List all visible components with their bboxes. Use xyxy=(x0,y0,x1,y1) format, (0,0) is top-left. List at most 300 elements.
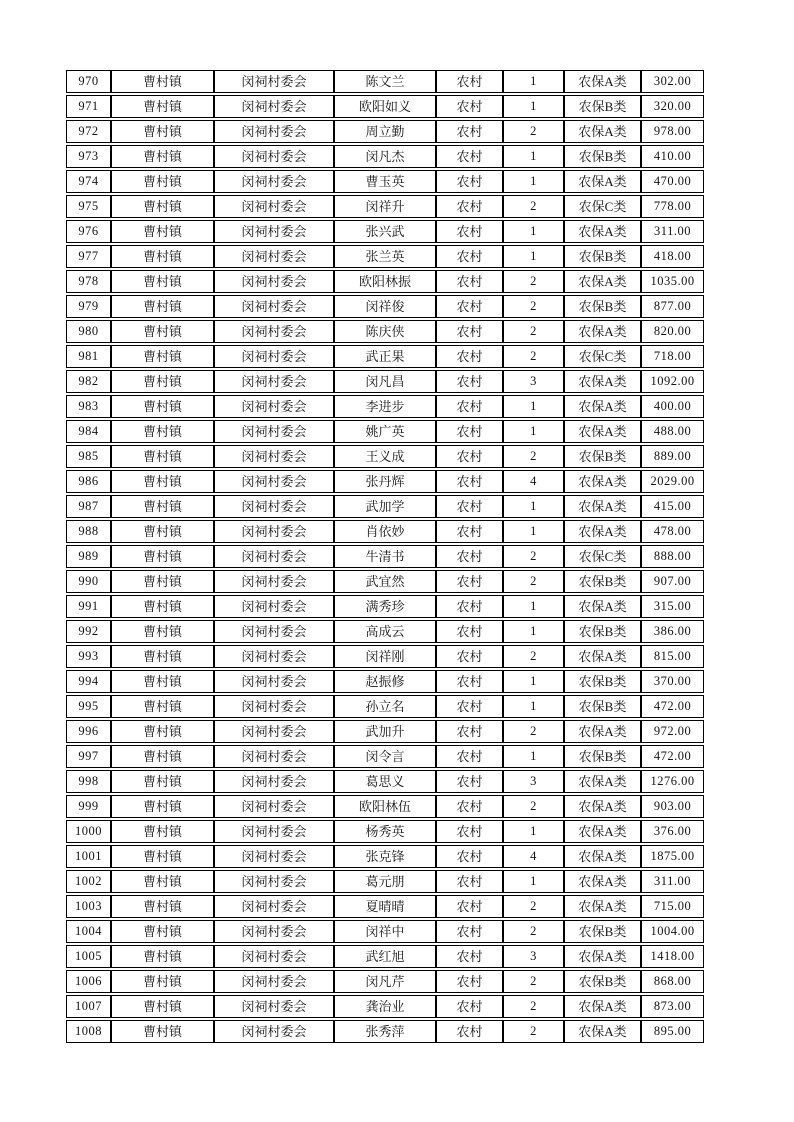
residence-type-cell: 农村 xyxy=(436,70,503,93)
town-cell: 曹村镇 xyxy=(111,370,214,393)
person-count-cell: 1 xyxy=(503,820,564,843)
row-number-cell: 1008 xyxy=(66,1020,111,1043)
person-name-cell: 肖依妙 xyxy=(334,520,436,543)
person-name-cell: 武加学 xyxy=(334,495,436,518)
table-row xyxy=(66,420,704,443)
person-count-cell: 3 xyxy=(503,370,564,393)
row-number-cell: 992 xyxy=(66,620,111,643)
person-count-cell: 4 xyxy=(503,845,564,868)
person-name-cell: 闵祥中 xyxy=(334,920,436,943)
insurance-category-cell: 农保B类 xyxy=(564,670,641,693)
amount-cell: 311.00 xyxy=(641,870,704,893)
amount-cell: 320.00 xyxy=(641,95,704,118)
row-number-cell: 1005 xyxy=(66,945,111,968)
person-count-cell: 1 xyxy=(503,695,564,718)
village-committee-cell: 闵祠村委会 xyxy=(214,970,334,993)
village-committee-cell: 闵祠村委会 xyxy=(214,645,334,668)
amount-cell: 311.00 xyxy=(641,220,704,243)
insurance-category-cell: 农保A类 xyxy=(564,170,641,193)
person-name-cell: 陈庆侠 xyxy=(334,320,436,343)
row-number-cell: 981 xyxy=(66,345,111,368)
town-cell: 曹村镇 xyxy=(111,420,214,443)
row-number-cell: 978 xyxy=(66,270,111,293)
insurance-category-cell: 农保A类 xyxy=(564,1020,641,1043)
person-count-cell: 2 xyxy=(503,295,564,318)
table-row xyxy=(66,845,704,868)
village-committee-cell: 闵祠村委会 xyxy=(214,495,334,518)
person-name-cell: 杨秀英 xyxy=(334,820,436,843)
insurance-category-cell: 农保B类 xyxy=(564,295,641,318)
insurance-category-cell: 农保A类 xyxy=(564,420,641,443)
row-number-cell: 993 xyxy=(66,645,111,668)
amount-cell: 386.00 xyxy=(641,620,704,643)
person-count-cell: 2 xyxy=(503,320,564,343)
table-row xyxy=(66,995,704,1018)
residence-type-cell: 农村 xyxy=(436,270,503,293)
person-name-cell: 葛思义 xyxy=(334,770,436,793)
person-count-cell: 1 xyxy=(503,745,564,768)
insurance-category-cell: 农保A类 xyxy=(564,220,641,243)
table-row xyxy=(66,945,704,968)
amount-cell: 873.00 xyxy=(641,995,704,1018)
residence-type-cell: 农村 xyxy=(436,445,503,468)
town-cell: 曹村镇 xyxy=(111,470,214,493)
residence-type-cell: 农村 xyxy=(436,145,503,168)
amount-cell: 415.00 xyxy=(641,495,704,518)
residence-type-cell: 农村 xyxy=(436,395,503,418)
town-cell: 曹村镇 xyxy=(111,245,214,268)
person-name-cell: 李进步 xyxy=(334,395,436,418)
town-cell: 曹村镇 xyxy=(111,620,214,643)
insurance-category-cell: 农保A类 xyxy=(564,995,641,1018)
residence-type-cell: 农村 xyxy=(436,370,503,393)
row-number-cell: 1001 xyxy=(66,845,111,868)
residence-type-cell: 农村 xyxy=(436,295,503,318)
table-row xyxy=(66,795,704,818)
residence-type-cell: 农村 xyxy=(436,170,503,193)
amount-cell: 718.00 xyxy=(641,345,704,368)
town-cell: 曹村镇 xyxy=(111,170,214,193)
residence-type-cell: 农村 xyxy=(436,220,503,243)
row-number-cell: 982 xyxy=(66,370,111,393)
town-cell: 曹村镇 xyxy=(111,820,214,843)
residence-type-cell: 农村 xyxy=(436,320,503,343)
village-committee-cell: 闵祠村委会 xyxy=(214,445,334,468)
person-count-cell: 2 xyxy=(503,195,564,218)
table-row xyxy=(66,320,704,343)
residence-type-cell: 农村 xyxy=(436,645,503,668)
person-count-cell: 2 xyxy=(503,120,564,143)
residence-type-cell: 农村 xyxy=(436,820,503,843)
person-count-cell: 2 xyxy=(503,570,564,593)
insurance-category-cell: 农保A类 xyxy=(564,770,641,793)
insurance-category-cell: 农保C类 xyxy=(564,545,641,568)
table-row xyxy=(66,270,704,293)
residence-type-cell: 农村 xyxy=(436,570,503,593)
insurance-category-cell: 农保A类 xyxy=(564,845,641,868)
row-number-cell: 1000 xyxy=(66,820,111,843)
person-name-cell: 孙立名 xyxy=(334,695,436,718)
insurance-category-cell: 农保B类 xyxy=(564,145,641,168)
person-name-cell: 武宜然 xyxy=(334,570,436,593)
village-committee-cell: 闵祠村委会 xyxy=(214,195,334,218)
row-number-cell: 976 xyxy=(66,220,111,243)
person-count-cell: 2 xyxy=(503,345,564,368)
village-committee-cell: 闵祠村委会 xyxy=(214,845,334,868)
person-name-cell: 王义成 xyxy=(334,445,436,468)
row-number-cell: 1002 xyxy=(66,870,111,893)
row-number-cell: 997 xyxy=(66,745,111,768)
person-name-cell: 张丹辉 xyxy=(334,470,436,493)
row-number-cell: 974 xyxy=(66,170,111,193)
table-row xyxy=(66,95,704,118)
table-row xyxy=(66,170,704,193)
insurance-category-cell: 农保A类 xyxy=(564,645,641,668)
village-committee-cell: 闵祠村委会 xyxy=(214,770,334,793)
town-cell: 曹村镇 xyxy=(111,95,214,118)
table-row xyxy=(66,570,704,593)
table-row xyxy=(66,770,704,793)
town-cell: 曹村镇 xyxy=(111,220,214,243)
insurance-category-cell: 农保B类 xyxy=(564,920,641,943)
residence-type-cell: 农村 xyxy=(436,995,503,1018)
town-cell: 曹村镇 xyxy=(111,695,214,718)
town-cell: 曹村镇 xyxy=(111,745,214,768)
insurance-category-cell: 农保B类 xyxy=(564,245,641,268)
person-name-cell: 欧阳林伍 xyxy=(334,795,436,818)
row-number-cell: 999 xyxy=(66,795,111,818)
amount-cell: 472.00 xyxy=(641,695,704,718)
amount-cell: 715.00 xyxy=(641,895,704,918)
row-number-cell: 994 xyxy=(66,670,111,693)
row-number-cell: 988 xyxy=(66,520,111,543)
village-committee-cell: 闵祠村委会 xyxy=(214,920,334,943)
village-committee-cell: 闵祠村委会 xyxy=(214,545,334,568)
insurance-category-cell: 农保B类 xyxy=(564,570,641,593)
village-committee-cell: 闵祠村委会 xyxy=(214,595,334,618)
insurance-category-cell: 农保B类 xyxy=(564,970,641,993)
village-committee-cell: 闵祠村委会 xyxy=(214,170,334,193)
table-row xyxy=(66,545,704,568)
table-row xyxy=(66,220,704,243)
residence-type-cell: 农村 xyxy=(436,670,503,693)
amount-cell: 888.00 xyxy=(641,545,704,568)
table-row xyxy=(66,70,704,93)
residence-type-cell: 农村 xyxy=(436,970,503,993)
person-count-cell: 1 xyxy=(503,395,564,418)
person-name-cell: 葛元朋 xyxy=(334,870,436,893)
town-cell: 曹村镇 xyxy=(111,720,214,743)
person-count-cell: 1 xyxy=(503,95,564,118)
person-name-cell: 武正果 xyxy=(334,345,436,368)
amount-cell: 302.00 xyxy=(641,70,704,93)
person-count-cell: 1 xyxy=(503,420,564,443)
village-committee-cell: 闵祠村委会 xyxy=(214,245,334,268)
person-name-cell: 姚广英 xyxy=(334,420,436,443)
village-committee-cell: 闵祠村委会 xyxy=(214,470,334,493)
village-committee-cell: 闵祠村委会 xyxy=(214,820,334,843)
table-row xyxy=(66,345,704,368)
person-name-cell: 张兴武 xyxy=(334,220,436,243)
village-committee-cell: 闵祠村委会 xyxy=(214,395,334,418)
village-committee-cell: 闵祠村委会 xyxy=(214,520,334,543)
amount-cell: 400.00 xyxy=(641,395,704,418)
village-committee-cell: 闵祠村委会 xyxy=(214,420,334,443)
amount-cell: 877.00 xyxy=(641,295,704,318)
village-committee-cell: 闵祠村委会 xyxy=(214,70,334,93)
row-number-cell: 1004 xyxy=(66,920,111,943)
town-cell: 曹村镇 xyxy=(111,845,214,868)
table-row xyxy=(66,495,704,518)
residence-type-cell: 农村 xyxy=(436,745,503,768)
table-row xyxy=(66,745,704,768)
village-committee-cell: 闵祠村委会 xyxy=(214,670,334,693)
table-row xyxy=(66,595,704,618)
row-number-cell: 971 xyxy=(66,95,111,118)
person-count-cell: 2 xyxy=(503,270,564,293)
residence-type-cell: 农村 xyxy=(436,545,503,568)
amount-cell: 470.00 xyxy=(641,170,704,193)
insurance-category-cell: 农保B类 xyxy=(564,95,641,118)
amount-cell: 370.00 xyxy=(641,670,704,693)
person-name-cell: 欧阳林振 xyxy=(334,270,436,293)
row-number-cell: 990 xyxy=(66,570,111,593)
person-count-cell: 3 xyxy=(503,770,564,793)
table-row xyxy=(66,970,704,993)
table-body xyxy=(66,70,704,1043)
person-count-cell: 2 xyxy=(503,920,564,943)
row-number-cell: 973 xyxy=(66,145,111,168)
amount-cell: 488.00 xyxy=(641,420,704,443)
table-row xyxy=(66,645,704,668)
residence-type-cell: 农村 xyxy=(436,695,503,718)
town-cell: 曹村镇 xyxy=(111,70,214,93)
village-committee-cell: 闵祠村委会 xyxy=(214,720,334,743)
person-count-cell: 1 xyxy=(503,670,564,693)
person-name-cell: 闵凡杰 xyxy=(334,145,436,168)
town-cell: 曹村镇 xyxy=(111,145,214,168)
person-count-cell: 2 xyxy=(503,895,564,918)
person-name-cell: 夏晴晴 xyxy=(334,895,436,918)
person-count-cell: 2 xyxy=(503,795,564,818)
residence-type-cell: 农村 xyxy=(436,720,503,743)
insurance-category-cell: 农保A类 xyxy=(564,120,641,143)
town-cell: 曹村镇 xyxy=(111,645,214,668)
insurance-category-cell: 农保B类 xyxy=(564,445,641,468)
insurance-category-cell: 农保C类 xyxy=(564,345,641,368)
row-number-cell: 1006 xyxy=(66,970,111,993)
table-row xyxy=(66,870,704,893)
person-name-cell: 闵凡芹 xyxy=(334,970,436,993)
amount-cell: 903.00 xyxy=(641,795,704,818)
town-cell: 曹村镇 xyxy=(111,570,214,593)
row-number-cell: 989 xyxy=(66,545,111,568)
amount-cell: 978.00 xyxy=(641,120,704,143)
row-number-cell: 995 xyxy=(66,695,111,718)
amount-cell: 1004.00 xyxy=(641,920,704,943)
person-count-cell: 1 xyxy=(503,620,564,643)
person-name-cell: 欧阳如义 xyxy=(334,95,436,118)
person-count-cell: 1 xyxy=(503,145,564,168)
residence-type-cell: 农村 xyxy=(436,795,503,818)
person-name-cell: 闵祥升 xyxy=(334,195,436,218)
person-name-cell: 张兰英 xyxy=(334,245,436,268)
insurance-category-cell: 农保A类 xyxy=(564,820,641,843)
residence-type-cell: 农村 xyxy=(436,620,503,643)
table-row xyxy=(66,820,704,843)
amount-cell: 895.00 xyxy=(641,1020,704,1043)
residence-type-cell: 农村 xyxy=(436,195,503,218)
residence-type-cell: 农村 xyxy=(436,120,503,143)
residence-type-cell: 农村 xyxy=(436,1020,503,1043)
residence-type-cell: 农村 xyxy=(436,870,503,893)
amount-cell: 418.00 xyxy=(641,245,704,268)
table-row xyxy=(66,195,704,218)
table-row xyxy=(66,720,704,743)
village-committee-cell: 闵祠村委会 xyxy=(214,870,334,893)
residence-type-cell: 农村 xyxy=(436,945,503,968)
town-cell: 曹村镇 xyxy=(111,345,214,368)
person-name-cell: 周立勤 xyxy=(334,120,436,143)
amount-cell: 1875.00 xyxy=(641,845,704,868)
amount-cell: 2029.00 xyxy=(641,470,704,493)
village-committee-cell: 闵祠村委会 xyxy=(214,620,334,643)
insurance-category-cell: 农保A类 xyxy=(564,470,641,493)
insurance-category-cell: 农保A类 xyxy=(564,320,641,343)
person-name-cell: 闵凡昌 xyxy=(334,370,436,393)
village-committee-cell: 闵祠村委会 xyxy=(214,320,334,343)
insurance-category-cell: 农保A类 xyxy=(564,595,641,618)
insurance-category-cell: 农保A类 xyxy=(564,895,641,918)
amount-cell: 1276.00 xyxy=(641,770,704,793)
person-count-cell: 2 xyxy=(503,545,564,568)
table-row xyxy=(66,370,704,393)
residence-type-cell: 农村 xyxy=(436,95,503,118)
person-name-cell: 高成云 xyxy=(334,620,436,643)
town-cell: 曹村镇 xyxy=(111,195,214,218)
amount-cell: 410.00 xyxy=(641,145,704,168)
amount-cell: 315.00 xyxy=(641,595,704,618)
town-cell: 曹村镇 xyxy=(111,995,214,1018)
person-count-cell: 3 xyxy=(503,945,564,968)
residence-type-cell: 农村 xyxy=(436,595,503,618)
row-number-cell: 985 xyxy=(66,445,111,468)
table-row xyxy=(66,520,704,543)
village-committee-cell: 闵祠村委会 xyxy=(214,745,334,768)
amount-cell: 972.00 xyxy=(641,720,704,743)
person-name-cell: 张秀萍 xyxy=(334,1020,436,1043)
table-row xyxy=(66,120,704,143)
row-number-cell: 979 xyxy=(66,295,111,318)
town-cell: 曹村镇 xyxy=(111,295,214,318)
person-name-cell: 武加升 xyxy=(334,720,436,743)
person-name-cell: 张克锋 xyxy=(334,845,436,868)
insurance-category-cell: 农保A类 xyxy=(564,270,641,293)
town-cell: 曹村镇 xyxy=(111,595,214,618)
person-name-cell: 陈文兰 xyxy=(334,70,436,93)
person-count-cell: 1 xyxy=(503,495,564,518)
row-number-cell: 987 xyxy=(66,495,111,518)
amount-cell: 889.00 xyxy=(641,445,704,468)
table-row xyxy=(66,920,704,943)
insurance-category-cell: 农保A类 xyxy=(564,720,641,743)
residence-type-cell: 农村 xyxy=(436,470,503,493)
insurance-category-cell: 农保B类 xyxy=(564,620,641,643)
residence-type-cell: 农村 xyxy=(436,520,503,543)
village-committee-cell: 闵祠村委会 xyxy=(214,95,334,118)
amount-cell: 907.00 xyxy=(641,570,704,593)
person-count-cell: 1 xyxy=(503,595,564,618)
table-row xyxy=(66,445,704,468)
village-committee-cell: 闵祠村委会 xyxy=(214,570,334,593)
insurance-category-cell: 农保B类 xyxy=(564,745,641,768)
village-committee-cell: 闵祠村委会 xyxy=(214,945,334,968)
town-cell: 曹村镇 xyxy=(111,895,214,918)
residence-type-cell: 农村 xyxy=(436,420,503,443)
person-name-cell: 武红旭 xyxy=(334,945,436,968)
person-count-cell: 1 xyxy=(503,70,564,93)
insurance-category-cell: 农保A类 xyxy=(564,70,641,93)
table-row xyxy=(66,245,704,268)
person-name-cell: 满秀珍 xyxy=(334,595,436,618)
person-count-cell: 1 xyxy=(503,870,564,893)
table-row xyxy=(66,895,704,918)
town-cell: 曹村镇 xyxy=(111,945,214,968)
row-number-cell: 975 xyxy=(66,195,111,218)
village-committee-cell: 闵祠村委会 xyxy=(214,270,334,293)
row-number-cell: 996 xyxy=(66,720,111,743)
row-number-cell: 972 xyxy=(66,120,111,143)
row-number-cell: 986 xyxy=(66,470,111,493)
amount-cell: 1092.00 xyxy=(641,370,704,393)
person-count-cell: 1 xyxy=(503,170,564,193)
person-count-cell: 1 xyxy=(503,520,564,543)
town-cell: 曹村镇 xyxy=(111,445,214,468)
row-number-cell: 1003 xyxy=(66,895,111,918)
person-count-cell: 2 xyxy=(503,1020,564,1043)
person-count-cell: 2 xyxy=(503,720,564,743)
insurance-category-cell: 农保B类 xyxy=(564,695,641,718)
table-row xyxy=(66,395,704,418)
insurance-category-cell: 农保A类 xyxy=(564,795,641,818)
village-committee-cell: 闵祠村委会 xyxy=(214,295,334,318)
town-cell: 曹村镇 xyxy=(111,970,214,993)
village-committee-cell: 闵祠村委会 xyxy=(214,120,334,143)
residence-type-cell: 农村 xyxy=(436,345,503,368)
insurance-category-cell: 农保C类 xyxy=(564,195,641,218)
person-count-cell: 2 xyxy=(503,970,564,993)
town-cell: 曹村镇 xyxy=(111,920,214,943)
amount-cell: 820.00 xyxy=(641,320,704,343)
residence-type-cell: 农村 xyxy=(436,495,503,518)
row-number-cell: 984 xyxy=(66,420,111,443)
village-committee-cell: 闵祠村委会 xyxy=(214,995,334,1018)
village-committee-cell: 闵祠村委会 xyxy=(214,795,334,818)
village-committee-cell: 闵祠村委会 xyxy=(214,370,334,393)
village-committee-cell: 闵祠村委会 xyxy=(214,895,334,918)
person-count-cell: 2 xyxy=(503,645,564,668)
table-row xyxy=(66,295,704,318)
benefit-payment-table xyxy=(66,68,704,1045)
person-count-cell: 1 xyxy=(503,220,564,243)
amount-cell: 815.00 xyxy=(641,645,704,668)
amount-cell: 478.00 xyxy=(641,520,704,543)
insurance-category-cell: 农保A类 xyxy=(564,870,641,893)
insurance-category-cell: 农保A类 xyxy=(564,495,641,518)
village-committee-cell: 闵祠村委会 xyxy=(214,345,334,368)
person-name-cell: 龚治业 xyxy=(334,995,436,1018)
residence-type-cell: 农村 xyxy=(436,920,503,943)
